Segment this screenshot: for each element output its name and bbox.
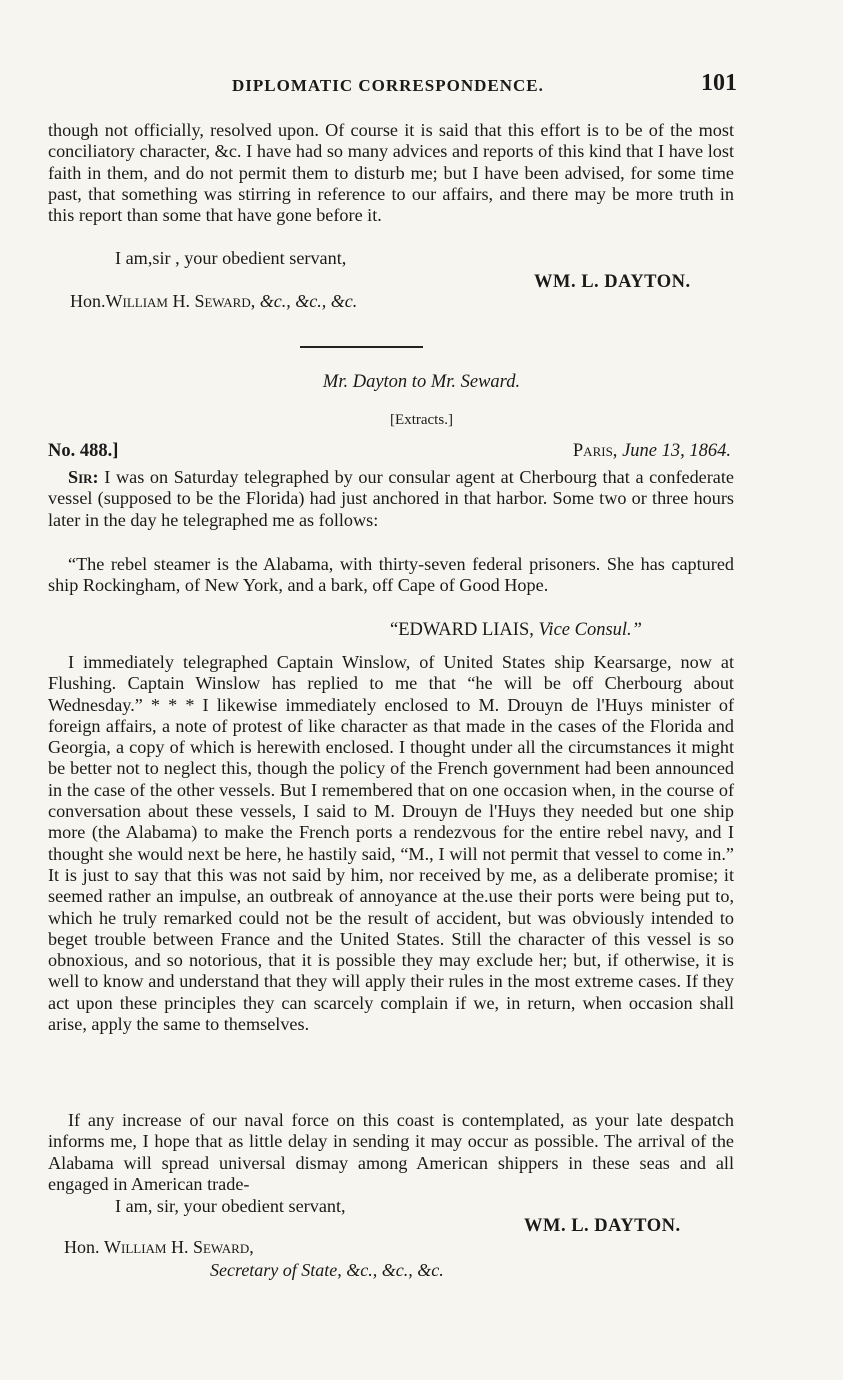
running-head-title: DIPLOMATIC CORRESPONDENCE. bbox=[232, 76, 544, 95]
second-letter-closing: I am, sir, your obedient servant, bbox=[115, 1196, 346, 1216]
second-letter-signature: WM. L. DAYTON. bbox=[524, 1216, 681, 1236]
second-letter-addressee bbox=[64, 1237, 254, 1258]
first-letter-closing: I am,sir , your obedient servant, bbox=[115, 248, 347, 268]
final-paragraph-block bbox=[48, 1110, 734, 1195]
second-letter-opening bbox=[48, 467, 734, 531]
first-letter-addressee bbox=[70, 291, 357, 312]
quote-signer-name: “EDWARD LIAIS, bbox=[390, 620, 534, 640]
salutation: Sir: bbox=[68, 467, 99, 487]
dateline-place: Paris, bbox=[572, 441, 618, 461]
running-head bbox=[232, 72, 737, 102]
main-paragraph: I immediately telegraphed Captain Winslow, of United States ship Kearsarge, now at Flushing. Captain Winslow has replied to me that “he will be off Cherbourg about Wednesday.” * * * I likewise immediately enclosed to M. Drouyn de l'Huys minister of foreign affairs, a note of protest of like character as that made in the cases of the Florida and Georgia, a copy of which is herewith enclosed. I thought under all the circumstances it might be better not to neglect this, though the policy of the French government had been announced in the case of the other vessels. But I remembered that on one occasion when, in the course of conversation about these vessels, I said to M. Drouyn de l'Huys they needed but one ship more (the Alabama) to make the French ports a rendezvous for the entire rebel navy, and I thought she would next be here, he hastily said, “M., I will not permit that vessel to come in.” It is just to say that this was not said by him, nor received by me, as a deliberate promise; it seemed rather an impulse, an outbreak of annoyance at the.use their ports were being put to, which he truly remarked could not be the result of accident, but was obviously intended to beget trouble between France and the United States. Still the character of this vessel is so obnoxious, and so notorious, that it is possible they may exclude her; but, if otherwise, it is well to know and understand that they will apply their rules in the most extreme cases. If they act upon these principles they can scarcely complain if we, in return, when occasion shall arise, apply the same to themselves. bbox=[48, 652, 734, 1035]
opening-text: I was on Saturday telegraphed by our consular agent at Cherbourg that a confederate vessel (supposed to be the Florida) had just anchored in that harbor. Some two or three hours later in the day he telegraphed me as follows: bbox=[48, 467, 734, 530]
letter-heading: Mr. Dayton to Mr. Seward. bbox=[322, 372, 521, 392]
quote-text: “The rebel steamer is the Alabama, with thirty-seven federal prisoners. She has captured ship Rockingham, of New York, and a bark, off Cape of Good Hope. bbox=[48, 554, 734, 596]
first-letter-paragraph: though not officially, resolved upon. Of course it is said that this effort is to be of the most conciliatory character, &c. I have had so many advices and reports of this kind that I have lost faith in them, and do not permit them to disturb me; but I have been advised, for some time past, that something was stirring in reference to our affairs, and there may be more truth in this report than some that have gone before it. bbox=[48, 120, 734, 226]
quote-signer-title: Vice Consul.” bbox=[538, 620, 642, 640]
extracts-label: [Extracts.] bbox=[390, 412, 453, 428]
dateline bbox=[573, 441, 731, 462]
addressee-title-text: Secretary of State, &c., &c., &c. bbox=[210, 1260, 444, 1280]
addressee-prefix: Hon. bbox=[64, 1237, 100, 1257]
addressee-title bbox=[210, 1260, 444, 1281]
addressee-name: William H. Seward, bbox=[105, 291, 256, 311]
final-paragraph: If any increase of our naval force on this coast is contemplated, as your late despatch informs me, I hope that as little delay in sending it may occur as possible. The arrival of the Alabama will spread universal dismay among American shippers in these seas and all engaged in American trade- bbox=[48, 1110, 734, 1194]
addressee-name: William H. Seward, bbox=[104, 1237, 254, 1257]
dateline-date: June 13, 1864. bbox=[622, 441, 731, 461]
addressee-prefix: Hon. bbox=[70, 291, 106, 311]
first-letter-body bbox=[48, 120, 734, 226]
quote-signer bbox=[390, 620, 642, 641]
addressee-etc: &c., &c., &c. bbox=[259, 291, 358, 311]
section-divider bbox=[300, 346, 423, 348]
page-number: 101 bbox=[701, 70, 737, 96]
main-paragraph-block bbox=[48, 652, 734, 1035]
first-letter-signature: WM. L. DAYTON. bbox=[534, 272, 691, 292]
opening-paragraph bbox=[48, 467, 734, 531]
telegram-quote bbox=[48, 554, 734, 597]
document-number: No. 488.] bbox=[48, 441, 119, 461]
